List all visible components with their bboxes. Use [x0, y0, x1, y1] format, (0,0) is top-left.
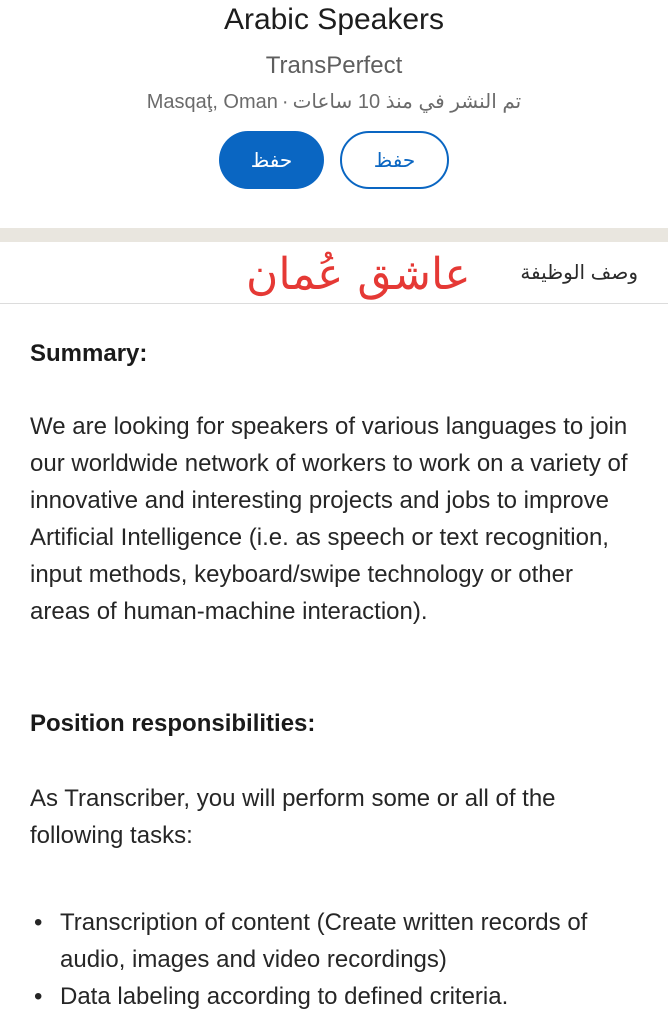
meta-separator: · — [281, 91, 289, 113]
job-meta — [0, 88, 668, 116]
tab-job-description[interactable]: وصف الوظيفة — [520, 262, 638, 284]
summary-heading: Summary: — [30, 340, 148, 367]
list-item: • Transcription of content (Create written records of audio, images and video recordings) — [60, 904, 638, 978]
list-item: • Data labeling according to defined criteria. — [60, 978, 638, 1015]
apply-button-label: حفظ — [250, 149, 293, 172]
save-button[interactable] — [340, 131, 449, 189]
job-title: Arabic Speakers — [223, 3, 445, 36]
save-button-label: حفظ — [373, 149, 416, 172]
apply-button[interactable] — [219, 131, 324, 189]
task-list — [30, 904, 638, 1015]
company-name[interactable]: TransPerfect — [265, 52, 403, 79]
location: Masqaţ, Oman — [146, 91, 278, 113]
responsibilities-heading: Position responsibilities: — [30, 710, 316, 737]
responsibilities-intro: As Transcriber, you will perform some or all of the following tasks: — [30, 785, 556, 849]
watermark-text: عاشق عُمان — [246, 249, 471, 300]
summary-text: We are looking for speakers of various languages to join our worldwide network of workers to work on a variety of innovative and interesting projects and jobs to improve Artificial Intelligence (i.e. as speech or text recognition, input methods, keyboard/swipe technology or other areas of human-machine interaction). — [30, 413, 628, 625]
job-header — [0, 0, 668, 228]
section-divider — [0, 228, 668, 242]
posted-time: تم النشر في منذ 10 ساعات — [292, 91, 522, 113]
